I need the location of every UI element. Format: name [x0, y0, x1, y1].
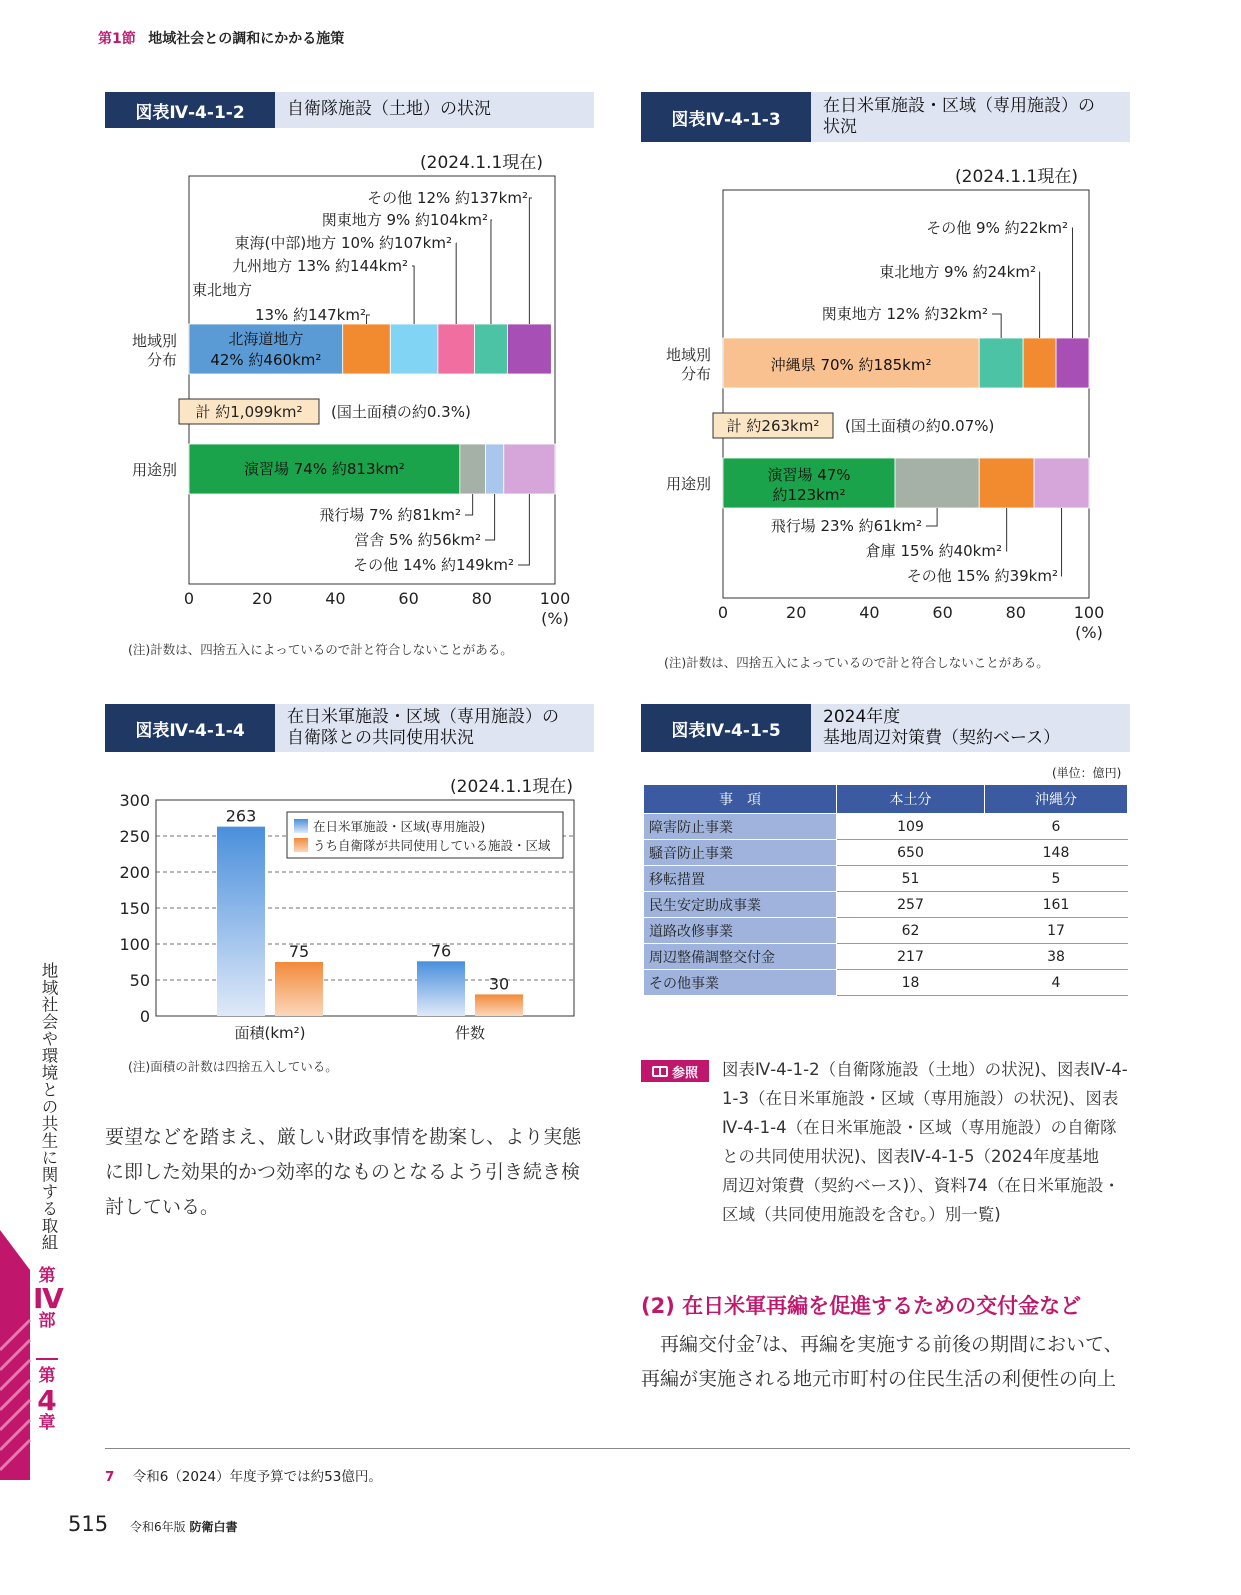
- table-cell-okinawa: 148: [985, 840, 1128, 866]
- callout-line: [992, 314, 1001, 338]
- legend: [287, 812, 563, 858]
- sidebar-divider: [36, 1358, 58, 1360]
- bar-segment: [1034, 458, 1089, 508]
- callout-label: 九州地方 13% 約144km²: [232, 257, 408, 275]
- table-cell-okinawa: 6: [985, 814, 1128, 840]
- row-label: 用途別: [665, 475, 711, 493]
- callout-label: 営舎 5% 約56km²: [354, 531, 481, 549]
- fig3-chart: [636, 184, 1136, 644]
- total-note: (国土面積の約0.3%): [331, 403, 471, 421]
- data-label: 30: [488, 974, 510, 994]
- sidebar-vertical-text: 地域社会や環境との共生に関する取組: [39, 962, 58, 1251]
- y-tick-label: 50: [129, 971, 150, 990]
- row-label: 分布: [680, 365, 711, 383]
- reference-text: [722, 1055, 1134, 1229]
- table-header-row: [644, 785, 1128, 814]
- table-cell-okinawa: 5: [985, 866, 1128, 892]
- fig4-note: (注)面積の計数は四捨五入している。: [128, 1059, 338, 1074]
- x-tick-label: 80: [471, 589, 492, 608]
- callout-label: 東海(中部)地方 10% 約107km²: [234, 234, 452, 252]
- total-label: 計 約263km²: [726, 417, 820, 435]
- callout-label: その他 14% 約149km²: [353, 556, 514, 574]
- y-tick-label: 200: [119, 863, 150, 882]
- col-okinawa: 沖縄分: [985, 785, 1128, 814]
- sidebar-chapter: 第 4 章: [37, 1366, 57, 1434]
- bar-segment: [474, 324, 507, 374]
- table-cell-okinawa: 4: [985, 970, 1128, 996]
- table-cell-okinawa: 161: [985, 892, 1128, 918]
- fig3-asof: (2024.1.1現在): [955, 167, 1078, 187]
- reference-line[interactable]: 1-3（在日米軍施設・区域（専用施設）の状況)、図表: [722, 1089, 1119, 1108]
- table-cell-item: 道路改修事業: [644, 918, 837, 944]
- fig2-label: 図表Ⅳ-4-1-2: [105, 92, 275, 128]
- table-row: [644, 840, 1128, 866]
- callout-line: [485, 494, 495, 540]
- body-left-line: 討している。: [105, 1196, 220, 1218]
- row-label: 地域別: [131, 332, 177, 350]
- table-cell-mainland: 257: [837, 892, 985, 918]
- x-tick-label: 60: [932, 603, 953, 622]
- reference-line[interactable]: 図表Ⅳ-4-1-2（自衛隊施設（土地）の状況)、図表Ⅳ-4-: [722, 1060, 1128, 1079]
- fig4-chart: [100, 788, 600, 1048]
- sidebar-part: 第 Ⅳ 部: [33, 1266, 64, 1331]
- reference-badge-label: 参照: [671, 1065, 698, 1081]
- callout: [822, 305, 1001, 338]
- body-right-line: 再編が実施される地元市町村の住民生活の利便性の向上: [641, 1368, 1117, 1391]
- x-tick-label: 20: [252, 589, 273, 608]
- bar-segment: [460, 444, 486, 494]
- x-tick-label: 20: [786, 603, 807, 622]
- segment-label: 演習場 47%: [767, 466, 851, 484]
- subheading: (2) 在日米軍再編を促進するための交付金など: [641, 1294, 1082, 1318]
- fig5-title: 2024年度 基地周辺対策費（契約ベース）: [811, 704, 1130, 752]
- y-tick-label: 300: [119, 791, 150, 810]
- footnote-number: 7: [105, 1469, 115, 1485]
- callout: [255, 306, 370, 324]
- fig2-header: [105, 92, 594, 128]
- book-icon: [652, 1066, 668, 1077]
- footnote-text: 令和6（2024）年度予算では約53億円。: [132, 1469, 382, 1485]
- section-header: [98, 28, 344, 48]
- fig4-header: [105, 704, 594, 752]
- y-tick-label: 0: [139, 1007, 150, 1026]
- reference-line[interactable]: 周辺対策費（契約ベース)）、資料74（在日米軍施設・: [722, 1176, 1120, 1195]
- bar-segment: [390, 324, 438, 374]
- y-tick-label: 250: [119, 827, 150, 846]
- book-title: 令和6年版 防衛白書: [130, 1520, 238, 1534]
- bar: [217, 827, 265, 1016]
- table-row: [644, 918, 1128, 944]
- legend-label: うち自衛隊が共同使用している施設・区域: [313, 838, 551, 853]
- table-row: [644, 970, 1128, 996]
- callout: [879, 263, 1040, 338]
- table-cell-item: 障害防止事業: [644, 814, 837, 840]
- total-box: [179, 399, 319, 424]
- table-cell-item: 移転措置: [644, 866, 837, 892]
- fig3-title: 在日米軍施設・区域（専用施設）の 状況: [811, 92, 1130, 142]
- callout-label: 東北地方 9% 約24km²: [879, 263, 1036, 281]
- callout-line: [412, 266, 414, 324]
- segment-label: 演習場 74% 約813km²: [244, 460, 405, 478]
- data-label: 76: [430, 941, 452, 961]
- callout-label: 関東地方 9% 約104km²: [321, 211, 488, 229]
- x-unit-label: (%): [1075, 623, 1103, 642]
- x-tick-label: 件数: [454, 1024, 486, 1042]
- footnote: [105, 1465, 382, 1485]
- bar-segment: [895, 458, 979, 508]
- table-cell-item: その他事業: [644, 970, 837, 996]
- bar: [417, 961, 465, 1016]
- body-right: [641, 1322, 1141, 1397]
- callout-label: 倉庫 15% 約40km²: [865, 542, 1002, 560]
- section-title: 地域社会との調和にかかる施策: [148, 31, 345, 47]
- callout-label: 飛行場 23% 約61km²: [770, 517, 922, 535]
- table-cell-mainland: 18: [837, 970, 985, 996]
- fig2-title: 自衛隊施設（土地）の状況: [275, 92, 594, 128]
- col-mainland: 本土分: [837, 785, 985, 814]
- fig4-asof: (2024.1.1現在): [450, 777, 573, 797]
- x-tick-label: 面積(km²): [234, 1024, 306, 1042]
- body-right-line: 再編交付金$^7$は、再編を実施する前後の期間において、: [660, 1333, 1123, 1356]
- callout-line: [465, 494, 473, 515]
- segment-label: 約123km²: [772, 486, 846, 504]
- body-left-line: に即した効果的かつ効率的なものとなるよう引き続き検: [105, 1161, 581, 1183]
- callout: [771, 508, 937, 535]
- bar-segment: [507, 324, 551, 374]
- table-cell-mainland: 51: [837, 866, 985, 892]
- fig3-header: [641, 92, 1130, 142]
- bar-segment: [504, 444, 555, 494]
- callout-label: 東北地方: [192, 281, 253, 299]
- fig5-unit: (単位：億円): [1052, 766, 1122, 780]
- x-unit-label: (%): [541, 609, 569, 628]
- callout-label: その他 12% 約137km²: [367, 189, 528, 207]
- body-left-line: 要望などを踏まえ、厳しい財政事情を勘案し、より実態: [105, 1126, 582, 1148]
- table-row: [644, 892, 1128, 918]
- page-number: 515: [68, 1512, 109, 1536]
- callout-line: [1072, 228, 1073, 338]
- table-row: [644, 814, 1128, 840]
- table-cell-mainland: 650: [837, 840, 985, 866]
- reference-badge: [641, 1060, 709, 1082]
- fig4-title: 在日米軍施設・区域（専用施設）の 自衛隊との共同使用状況: [275, 704, 594, 752]
- segment-label: 沖縄県 70% 約185km²: [770, 356, 932, 374]
- reference-line[interactable]: 区域（共同使用施設を含む。）別一覧): [722, 1205, 1001, 1224]
- section-number: 第1節: [98, 31, 136, 47]
- x-tick-label: 100: [539, 589, 571, 608]
- data-label: 263: [225, 806, 257, 826]
- bar-segment: [979, 338, 1023, 388]
- callout-label: 13% 約147km²: [254, 306, 366, 324]
- bar-segment: [1023, 338, 1056, 388]
- segment-label: 42% 約460km²: [210, 351, 322, 369]
- bar-segment: [343, 324, 391, 374]
- callout-line: [926, 508, 937, 526]
- callout-line: [529, 198, 532, 324]
- total-label: 計 約1,099km²: [195, 403, 303, 421]
- bar: [275, 962, 323, 1016]
- data-label: 75: [288, 942, 310, 961]
- table-cell-item: 周辺整備調整交付金: [644, 944, 837, 970]
- table-cell-okinawa: 17: [985, 918, 1128, 944]
- callout-line: [491, 220, 492, 324]
- y-tick-label: 100: [119, 935, 150, 954]
- callout-line: [518, 494, 529, 565]
- callout-label: 関東地方 12% 約32km²: [821, 305, 988, 323]
- table-cell-mainland: 62: [837, 918, 985, 944]
- x-tick-label: 0: [183, 589, 195, 608]
- x-tick-label: 40: [859, 603, 880, 622]
- row-label: 地域別: [665, 346, 711, 364]
- table-cell-item: 騒音防止事業: [644, 840, 837, 866]
- x-tick-label: 0: [717, 603, 729, 622]
- callout: [319, 494, 472, 524]
- legend-swatch: [294, 838, 308, 852]
- fig2-note: (注)計数は、四捨五入によっているので計と符合しないことがある。: [128, 642, 513, 657]
- fig3-label: 図表Ⅳ-4-1-3: [641, 92, 811, 142]
- legend-label: 在日米軍施設・区域(専用施設): [313, 819, 486, 834]
- bar-segment: [979, 458, 1034, 508]
- legend-swatch: [294, 819, 308, 833]
- callout-line: [367, 315, 370, 324]
- fig3-note: (注)計数は、四捨五入によっているので計と符合しないことがある。: [664, 655, 1049, 670]
- fig2-chart: [100, 170, 600, 630]
- fig5-table: [643, 784, 1128, 996]
- table-cell-okinawa: 38: [985, 944, 1128, 970]
- fig4-label: 図表Ⅳ-4-1-4: [105, 704, 275, 752]
- table-cell-mainland: 109: [837, 814, 985, 840]
- fig5-label: 図表Ⅳ-4-1-5: [641, 704, 811, 752]
- bar: [475, 994, 523, 1016]
- x-tick-label: 100: [1073, 603, 1105, 622]
- bar-segment: [438, 324, 475, 374]
- fig5-header: [641, 704, 1130, 752]
- callout-label: その他 15% 約39km²: [906, 567, 1058, 585]
- body-left: [105, 1120, 605, 1225]
- callout-label: その他 9% 約22km²: [926, 219, 1068, 237]
- callout-line: [1006, 508, 1007, 551]
- total-box: [713, 413, 833, 438]
- table-cell-mainland: 217: [837, 944, 985, 970]
- callout-label: 飛行場 7% 約81km²: [319, 506, 461, 524]
- y-tick-label: 150: [119, 899, 150, 918]
- table-cell-item: 民生安定助成事業: [644, 892, 837, 918]
- table-row: [644, 944, 1128, 970]
- x-tick-label: 60: [398, 589, 419, 608]
- segment-label: 北海道地方: [228, 330, 304, 348]
- reference-line[interactable]: との共同使用状況)、図表Ⅳ-4-1-5（2024年度基地: [722, 1147, 1100, 1166]
- footnote-divider: [105, 1448, 1130, 1449]
- x-tick-label: 40: [325, 589, 346, 608]
- bar-segment: [1056, 338, 1089, 388]
- bar-segment: [485, 444, 503, 494]
- fig2-asof: (2024.1.1現在): [420, 153, 543, 173]
- row-label: 用途別: [131, 461, 177, 479]
- total-note: (国土面積の約0.07%): [845, 417, 995, 435]
- chart-frame: [723, 190, 1089, 598]
- x-tick-label: 80: [1005, 603, 1026, 622]
- col-item: 事 項: [644, 785, 837, 814]
- reference-line[interactable]: Ⅳ-4-1-4（在日米軍施設・区域（専用施設）の自衛隊: [722, 1118, 1117, 1137]
- footnote-ref[interactable]: 7: [755, 1333, 763, 1346]
- row-label: 分布: [146, 351, 177, 369]
- table-row: [644, 866, 1128, 892]
